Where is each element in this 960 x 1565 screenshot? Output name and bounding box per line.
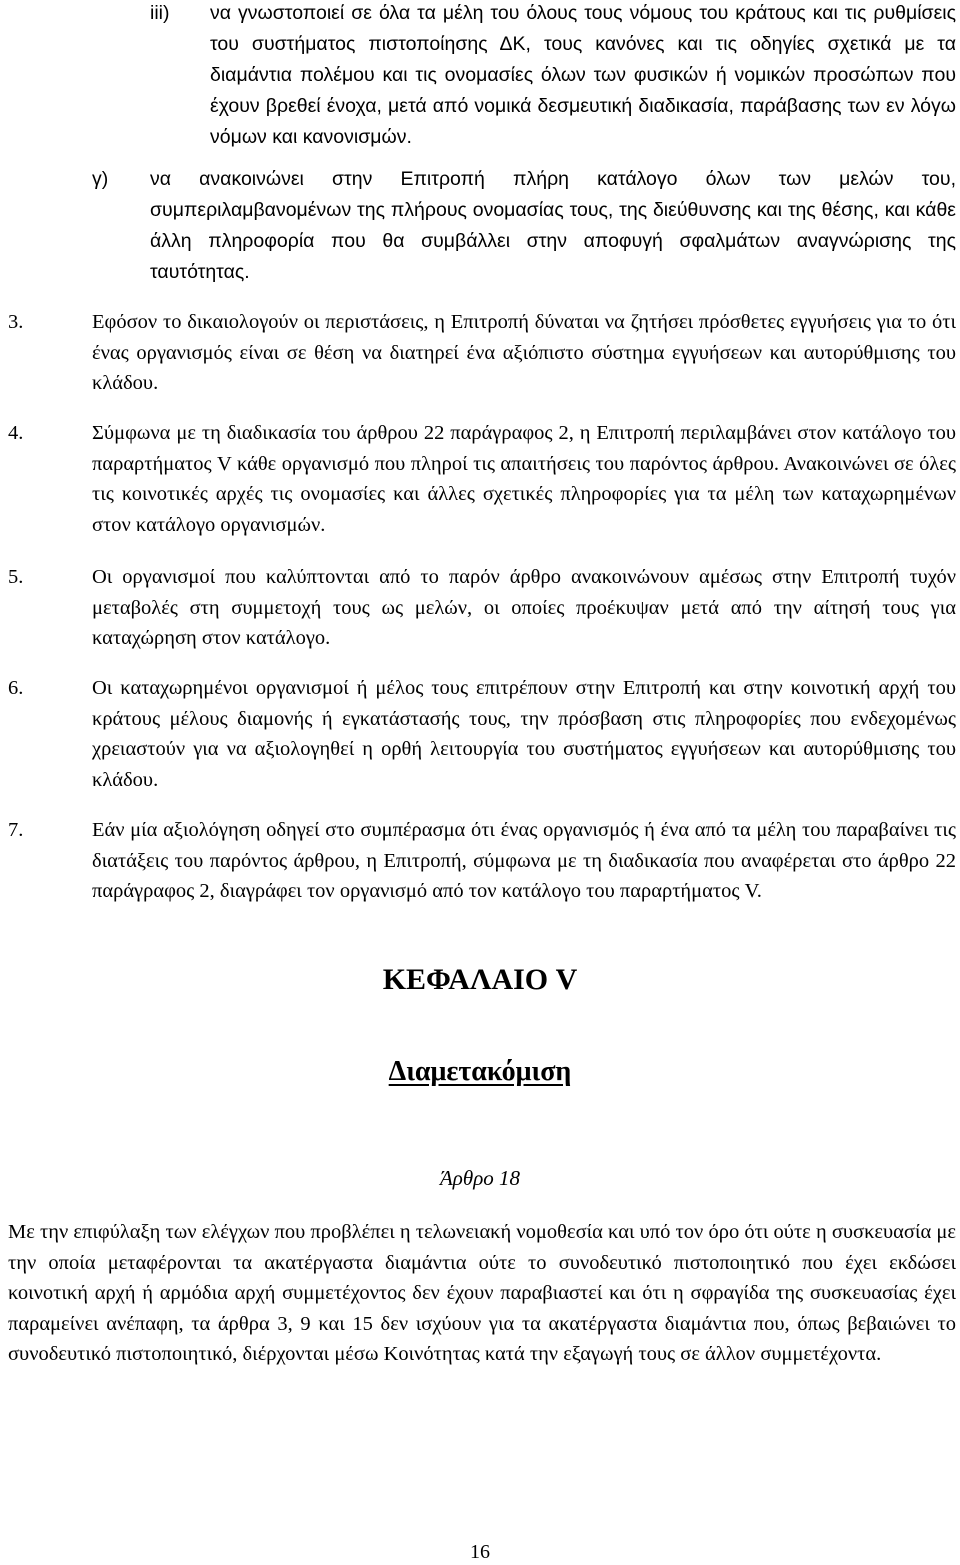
- paragraph-3: [0, 307, 960, 402]
- list-item-gamma: [0, 164, 960, 294]
- paragraph-5: [0, 562, 960, 657]
- paragraph-4: [0, 418, 960, 543]
- page-number: 16: [470, 1541, 490, 1563]
- paragraph-text: Εάν μία αξιολόγηση οδηγεί στο συμπέρασμα ότι ένας οργανισμός ή ένα από τα μέλη του παραβαίνει τις διατάξεις του παρόντος άρθρου, η Επιτροπή, σύμφωνα με τη διαδικασία που αναφέρεται στο άρθρο 22 παράγραφος 2, διαγράφει τον οργανισμό από τον κατάλογο του παραρτήματος V.: [92, 819, 956, 902]
- paragraph-number: 3.: [8, 311, 24, 333]
- list-item-label: iii): [150, 2, 170, 24]
- chapter-subtitle: Διαμετακόμιση: [388, 1056, 572, 1087]
- list-item-text: να γνωστοποιεί σε όλα τα μέλη του όλους τους νόμους του κράτους και τις ρυθμίσεις του συστήματος πιστοποίησης ΔΚ, τους κανόνες και τις οδηγίες σχετικά με τα διαμάντια πολέμου και τις ονομασίες όλων των φυσικών ή νομικών προσώπων που έχουν βρεθεί ένοχα, μετά από νομικά δεσμευτική διαδικασία, παράβασης των εν λόγω νόμων και κανονισμών.: [210, 2, 956, 148]
- paragraph-text: Σύμφωνα με τη διαδικασία του άρθρου 22 παράγραφος 2, η Επιτροπή περιλαμβάνει στον κατάλογο του παραρτήματος V κάθε οργανισμό που πληροί τις απαιτήσεις του παρόντος άρθρου. Ανακοινώνει σε όλες τις κοινοτικές αρχές τις ονομασίες και άλλες σχετικές πληροφορίες για τα μέλη των καταχωρημένων στον κατάλογο οργανισμών.: [92, 422, 956, 536]
- paragraph-number: 4.: [8, 422, 24, 444]
- paragraph-text: Οι καταχωρημένοι οργανισμοί ή μέλος τους επιτρέπουν στην Επιτροπή και στην κοινοτική αρχή του κράτους μέλους διαμονής ή εγκατάστασής τους, την πρόσβαση στις πληροφορίες που ενδεχομένως χρειαστούν για να αξιολογηθεί η ορθή λειτουργία του συστήματος εγγυήσεων και αυτορύθμισης του κλάδου.: [92, 677, 956, 791]
- article-title: Άρθρο 18: [439, 1166, 521, 1190]
- paragraph-6: [0, 673, 960, 798]
- list-item-iii: [0, 0, 960, 160]
- paragraph-number: 7.: [8, 819, 24, 841]
- paragraph-text: Εφόσον το δικαιολογούν οι περιστάσεις, η Επιτροπή δύναται να ζητήσει πρόσθετες εγγυήσεις για το ότι ένας οργανισμός είναι σε θέση να διατηρεί ένα αξιόπιστο σύστημα εγγυήσεων και αυτορύθμισης του κλάδου.: [92, 311, 956, 394]
- paragraph-7: [0, 815, 960, 940]
- article-body: Με την επιφύλαξη των ελέγχων που προβλέπει η τελωνειακή νομοθεσία και υπό τον όρο ότι ούτε η συσκευασία με την οποία μεταφέρονται τα ακατέργαστα διαμάντια ούτε το συνοδευτικό πιστοποιητικό που έχει εκδώσει κοινοτική αρχή ή αρμόδια αρχή συμμετέχοντος δεν έχουν παραβιαστεί και ότι η σφραγίδα της συσκευασίας έχει παραμείνει ανέπαφη, τα άρθρα 3, 9 και 15 δεν ισχύουν για τα ακατέργαστα διαμάντια που, όπως βεβαιώνει το συνοδευτικό πιστοποιητικό, διέρχονται μέσω Κοινότητας κατά την εξαγωγή τους σε άλλον συμμετέχοντα.: [8, 1221, 956, 1365]
- list-item-text: να ανακοινώνει στην Επιτροπή πλήρη κατάλογο όλων των μελών του, συμπεριλαμβανομένων της πλήρους ονομασίας τους, της διεύθυνσης και της θέσης, και κάθε άλλη πληροφορία που θα συμβάλλει στην αποφυγή σφαλμάτων αναγνώρισης της ταυτότητας.: [150, 168, 956, 283]
- paragraph-number: 5.: [8, 566, 24, 588]
- list-item-label: γ): [92, 168, 109, 190]
- chapter-title: ΚΕΦΑΛΑΙΟ V: [382, 963, 578, 996]
- paragraph-text: Οι οργανισμοί που καλύπτονται από το παρόν άρθρο ανακοινώνουν αμέσως στην Επιτροπή τυχόν μεταβολές στη συμμετοχή τους ως μελών, οι οποίες προέκυψαν μετά από την αίτησή τους για καταχώρηση στον κατάλογο.: [92, 566, 956, 649]
- paragraph-number: 6.: [8, 677, 24, 699]
